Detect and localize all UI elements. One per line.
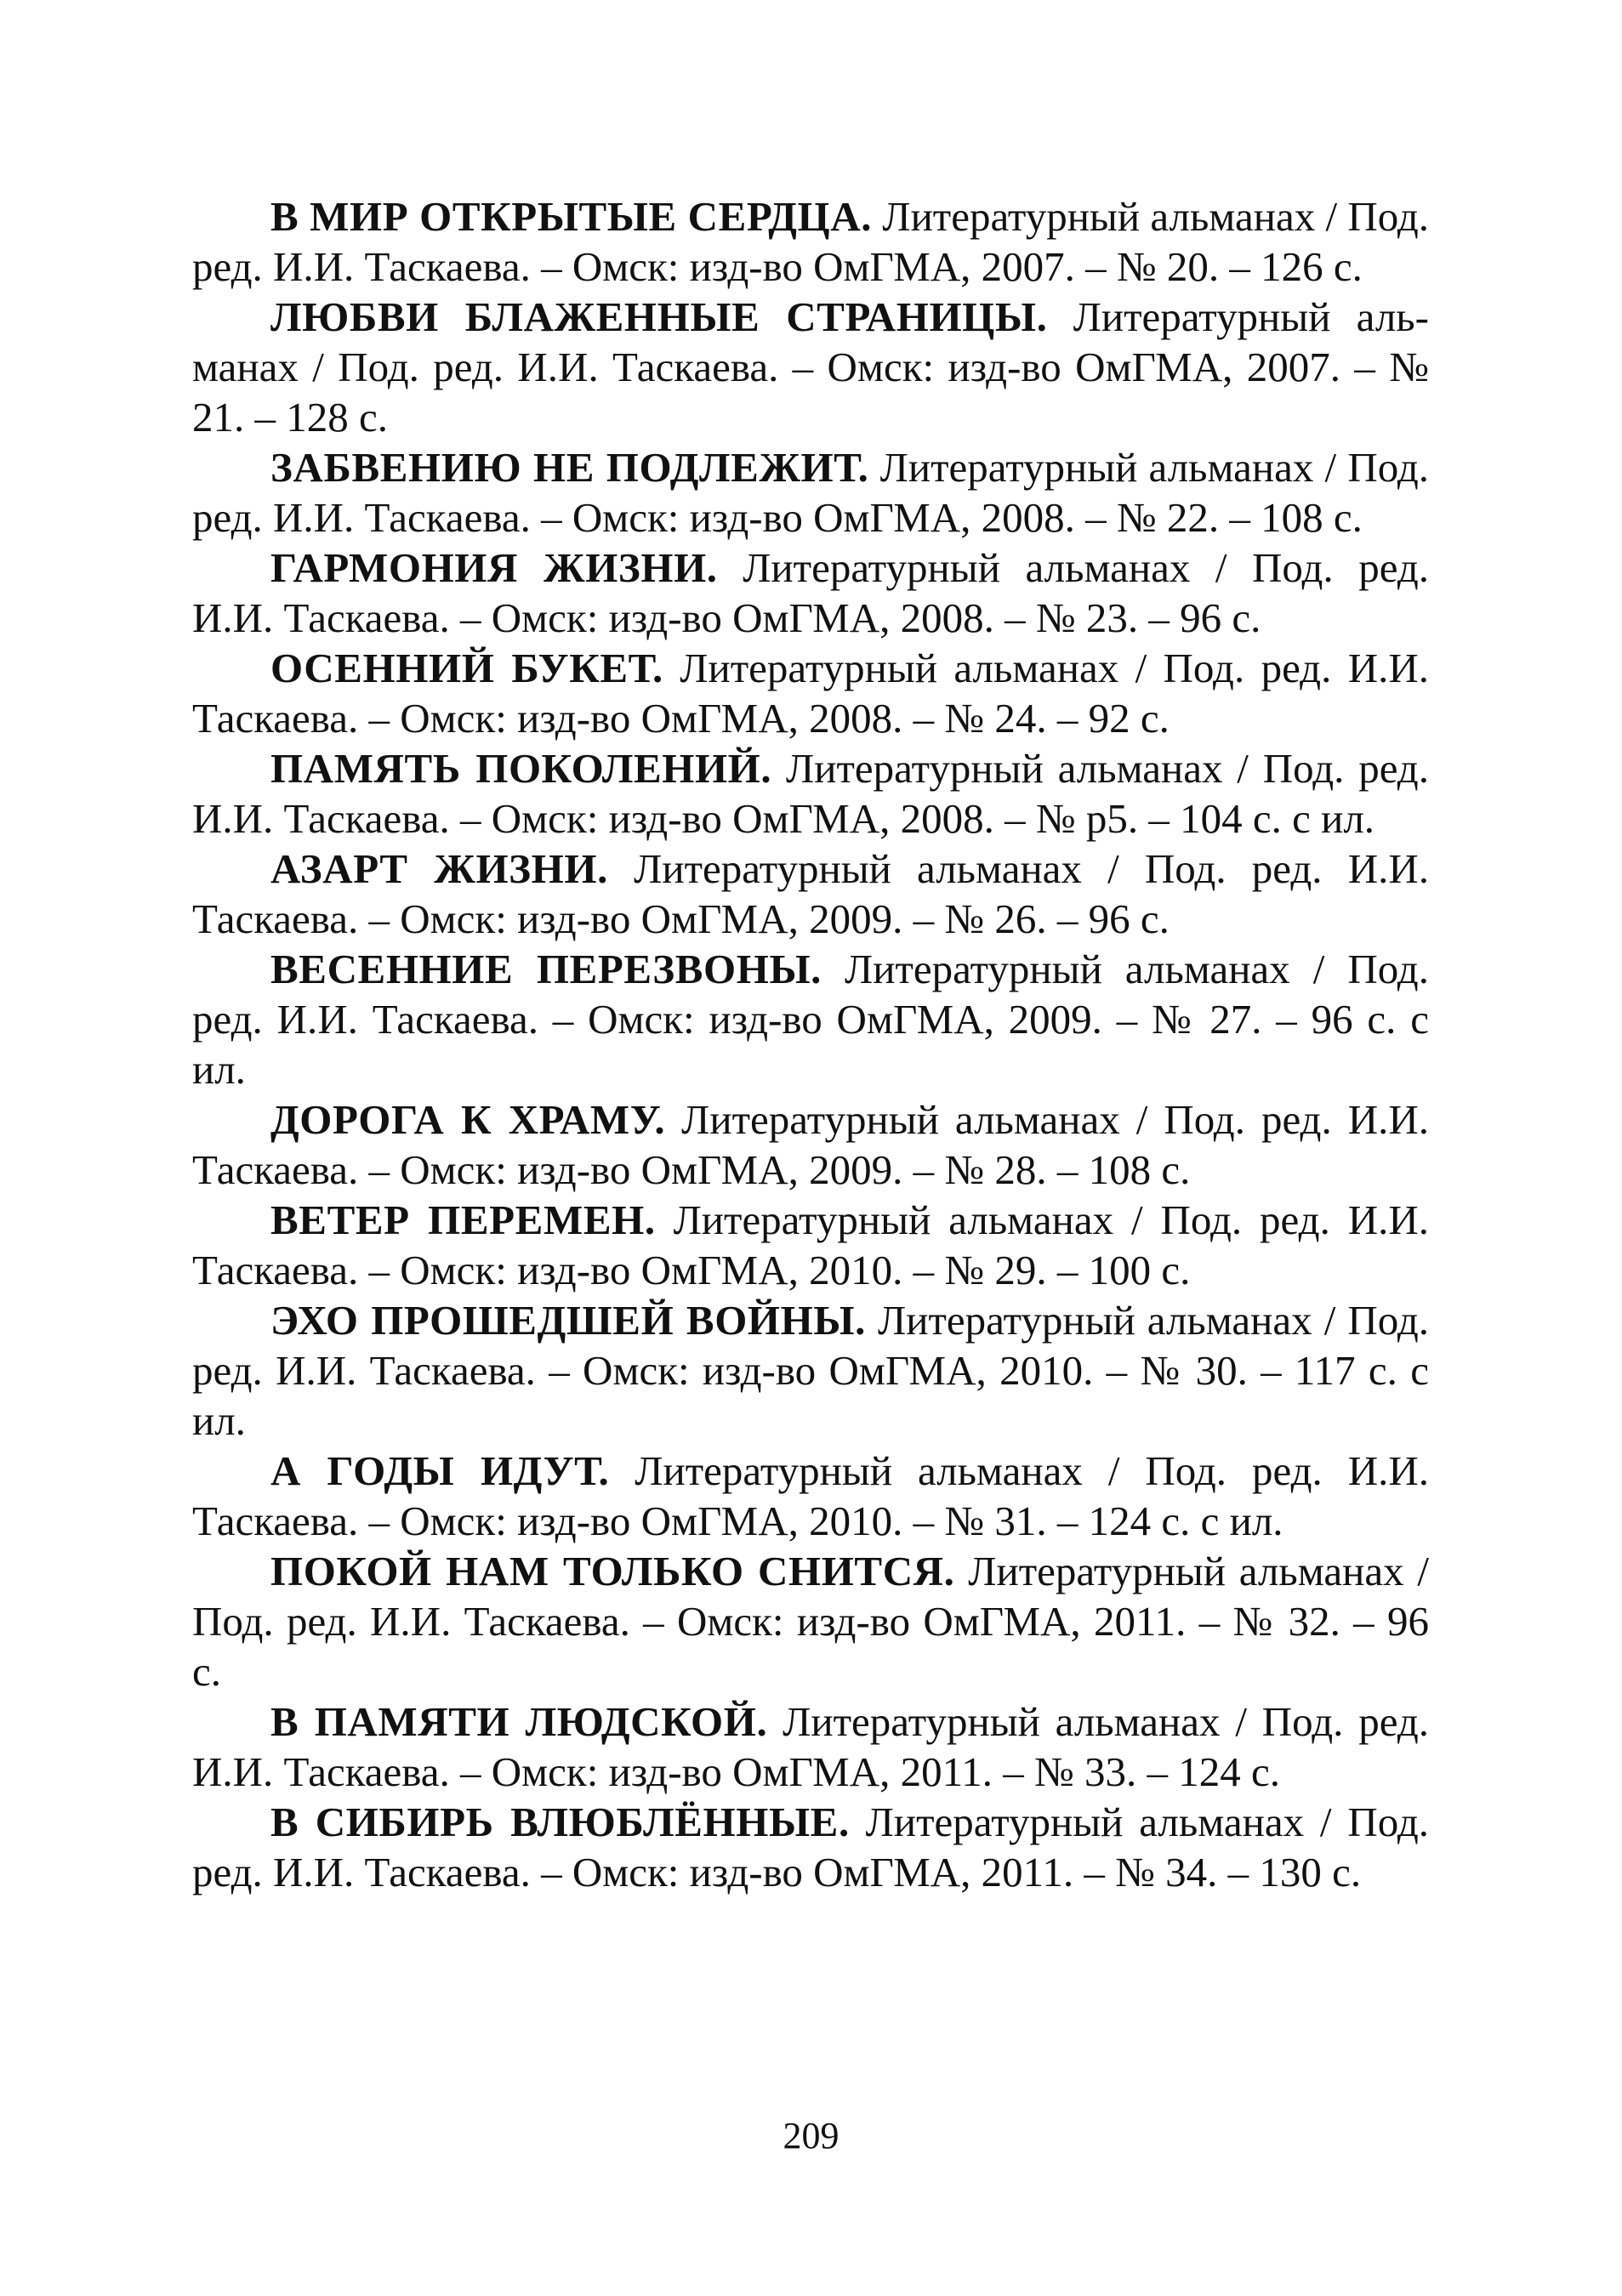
entry-title: В ПАМЯТИ ЛЮДСКОЙ. xyxy=(270,1698,768,1745)
entry-text: Литературный альманах / Под. ред. И.И. Таскаева. – Омск: изд-во ОмГМА, 2009. – № 28. – 108 с. xyxy=(192,1096,1429,1193)
entry-text: Литературный альманах / Под. ред. И.И. Таскаева. – Омск: изд-во ОмГМА, 2007. – № 20. – 126 с. xyxy=(192,193,1430,290)
entry-title: ВЕТЕР ПЕРЕМЕН. xyxy=(270,1196,656,1243)
entry-text: Литературный альманах / Под. ред. И.И. Таскаева. – Омск: изд-во ОмГМА, 2008. – № 22. – 108 с. xyxy=(192,444,1429,541)
entry-title: ПОКОЙ НАМ ТОЛЬКО СНИТСЯ. xyxy=(270,1548,955,1594)
bibliography-entry xyxy=(192,292,1429,442)
bibliography-entry xyxy=(192,1094,1429,1195)
bibliography-entry xyxy=(192,1446,1429,1546)
entry-title: В СИБИРЬ ВЛЮБЛЁННЫЕ. xyxy=(270,1799,850,1845)
entry-text: Литературный альманах / Под. ред. И.И. Таскаева. – Омск: изд-во ОмГМА, 2011. – № 33. – 124 с. xyxy=(192,1698,1429,1795)
entry-title: ПАМЯТЬ ПОКОЛЕНИЙ. xyxy=(270,745,772,792)
bibliography-entry xyxy=(192,543,1429,643)
bibliography-entry xyxy=(192,1546,1429,1696)
entry-title: ДОРОГА К ХРАМУ. xyxy=(270,1096,666,1143)
bibliography-entry xyxy=(192,191,1429,292)
bibliography-entry xyxy=(192,1295,1429,1446)
entry-title: АЗАРТ ЖИЗНИ. xyxy=(270,845,608,892)
bibliography-entry xyxy=(192,442,1429,543)
entry-text: Литературный альманах / Под. ред. И.И. Таскаева. – Омск: изд-во ОмГМА, 2011. – № 32. – 96 с. xyxy=(192,1548,1429,1695)
entry-title: ЛЮБВИ БЛАЖЕННЫЕ СТРАНИЦЫ. xyxy=(270,293,1048,340)
bibliography-entry xyxy=(192,743,1429,844)
bibliography-entry xyxy=(192,1797,1429,1897)
entry-text: Литературный альманах / Под. ред. И.И. Таскаева. – Омск: изд-во ОмГМА, 2008. – № 23. – 96 с. xyxy=(192,544,1430,641)
bibliography-list xyxy=(192,191,1429,1897)
entry-title: ВЕСЕННИЕ ПЕРЕЗВОНЫ. xyxy=(270,946,822,992)
entry-title: ГАРМОНИЯ ЖИЗНИ. xyxy=(270,544,718,591)
entry-text: Литературный альманах / Под. ред. И.И. Таскаева. – Омск: изд-во ОмГМА, 2009. – № 27. – 96 с. с ил. xyxy=(192,946,1429,1093)
entry-title: А ГОДЫ ИДУТ. xyxy=(270,1447,610,1494)
entry-text: Литературный альманах / Под. ред. И.И. Таскаева. – Омск: изд-во ОмГМА, 2009. – № 26. – 96 с. xyxy=(192,845,1430,942)
page-number: 209 xyxy=(783,2115,839,2157)
entry-text: Литературный альманах / Под. ред. И.И. Таскаева. – Омск: изд-во ОмГМА, 2008. – № 24. – 92 с. xyxy=(192,645,1429,742)
entry-title: ОСЕННИЙ БУКЕТ. xyxy=(270,645,663,691)
entry-title: В МИР ОТКРЫТЫЕ СЕРДЦА. xyxy=(270,193,873,240)
entry-title: ЭХО ПРОШЕДШЕЙ ВОЙНЫ. xyxy=(270,1297,866,1344)
bibliography-entry xyxy=(192,1696,1429,1797)
bibliography-entry xyxy=(192,1195,1429,1295)
bibliography-entry xyxy=(192,944,1429,1094)
entry-text: Литературный альманах / Под. ред. И.И. Таскаева. – Омск: изд-во ОмГМА, 2007. – № 21. – 128 с. xyxy=(192,293,1429,440)
bibliography-entry xyxy=(192,643,1429,743)
entry-text: Литературный альманах / Под. ред. И.И. Таскаева. – Омск: изд-во ОмГМА, 2008. – № р5. – 104 с. с ил. xyxy=(192,745,1429,842)
entry-title: ЗАБВЕНИЮ НЕ ПОДЛЕЖИТ. xyxy=(270,444,869,491)
entry-text: Литературный альманах / Под. ред. И.И. Таскаева. – Омск: изд-во ОмГМА, 2010. – № 30. – 117 с. с ил. xyxy=(192,1297,1430,1444)
entry-text: Литературный альманах / Под. ред. И.И. Таскаева. – Омск: изд-во ОмГМА, 2011. – № 34. – 130 с. xyxy=(192,1799,1430,1895)
entry-text: Литературный альманах / Под. ред. И.И. Таскаева. – Омск: изд-во ОмГМА, 2010. – № 31. – 124 с. с ил. xyxy=(192,1447,1429,1544)
bibliography-entry xyxy=(192,844,1429,944)
entry-text: Литературный альманах / Под. ред. И.И. Таскаева. – Омск: изд-во ОмГМА, 2010. – № 29. – 100 с. xyxy=(192,1196,1429,1293)
